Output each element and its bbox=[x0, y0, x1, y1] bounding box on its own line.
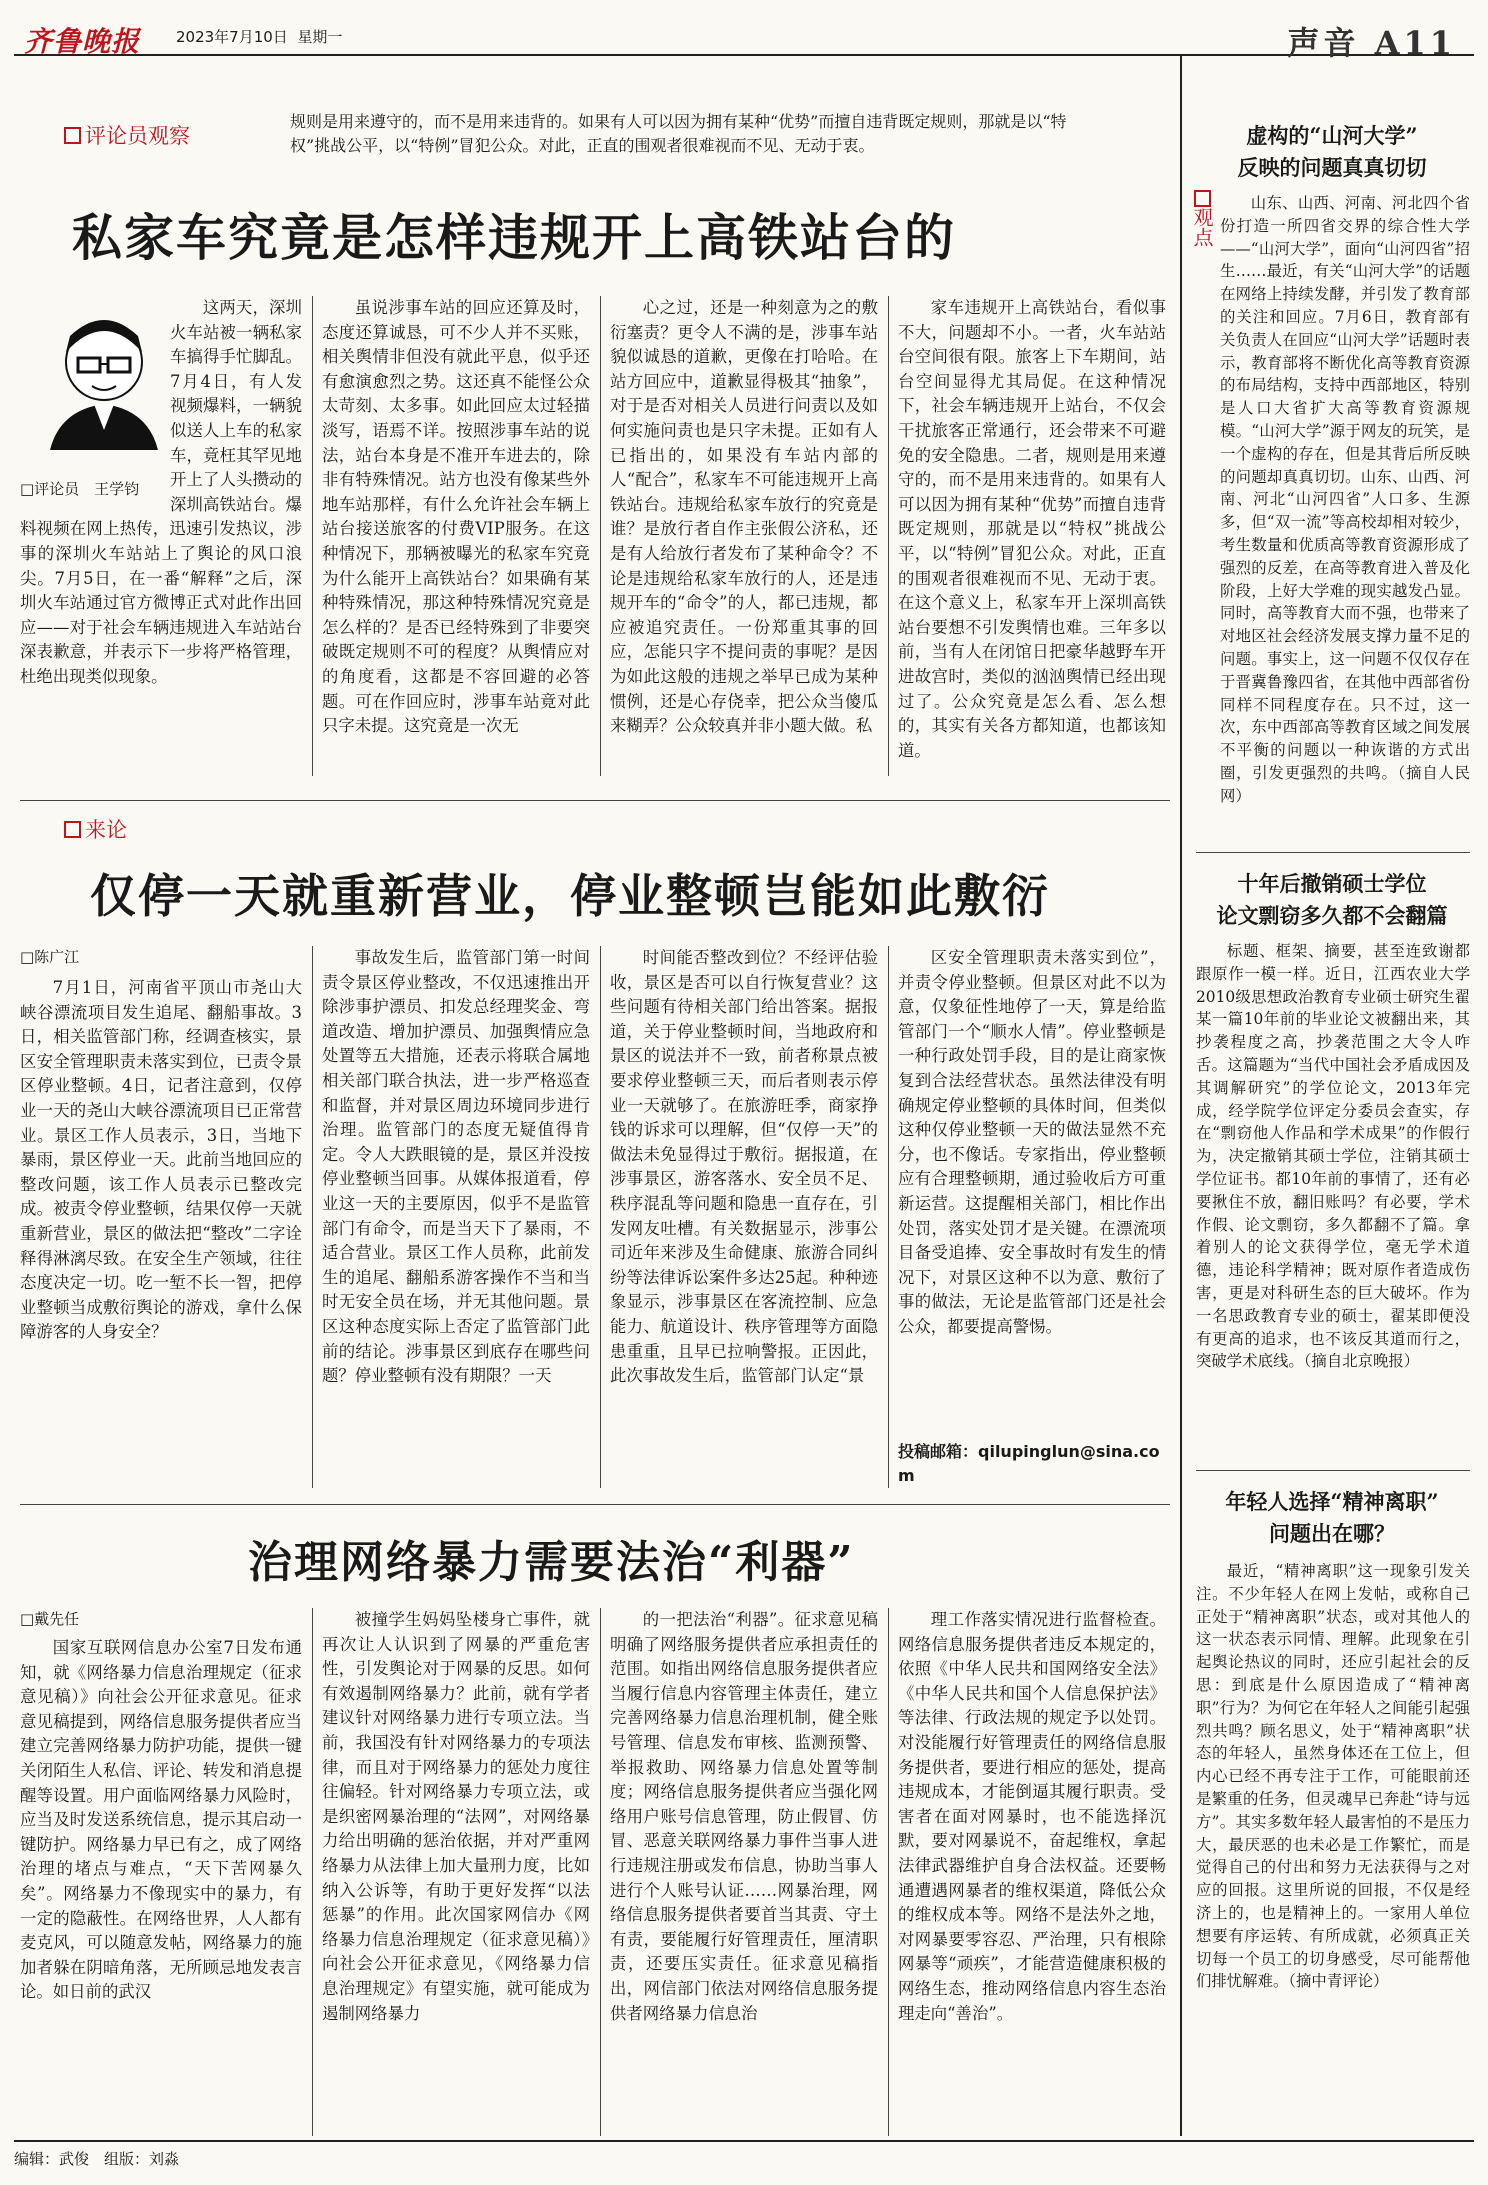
divider bbox=[888, 946, 889, 1488]
article1-col2: 虽说涉事车站的回应还算及时，态度还算诚恳，可不少人并不买账，相关舆情非但没有就此平息，似乎还有愈演愈烈之势。这还真不能怪公众太苛刻、太多事。如此回应太过轻描淡写，语焉不详。按照涉事车站的说法，站台本身是不准开车进去的，除非有特殊情况。站方也没有像某些外地车站那样，有什么允许社会车辆上站台接送旅客的付费VIP服务。在这种情况下，那辆被曝光的私家车究竟为什么能开上高铁站台？如果确有某种特殊情况，那这种特殊情况究竟是怎么样的？是否已经特殊到了非要突破既定规则不可的程度？从舆情应对的角度看，这都是不容回避的必答题。可在作回应时，涉事车站竟对此只字未提。这究竟是一次无 bbox=[322, 298, 590, 736]
divider bbox=[600, 296, 601, 776]
portrait-spacer bbox=[20, 296, 170, 506]
sidebar-label: 观点 bbox=[1188, 190, 1217, 247]
divider bbox=[312, 946, 313, 1488]
divider bbox=[888, 296, 889, 776]
section-name: 声音 bbox=[1287, 24, 1360, 62]
sidebar-divider bbox=[1180, 56, 1182, 2136]
sidebar-rule bbox=[1196, 1470, 1470, 1471]
article2-title: 仅停一天就重新营业，停业整顿岂能如此敷衍 bbox=[90, 869, 1050, 923]
article3-byline: □戴先任 bbox=[20, 1610, 80, 1628]
article3-col2: 被撞学生妈妈坠楼身亡事件，就再次让人认识到了网暴的严重危害性，引发舆论对于网暴的反思。如何有效遏制网络暴力？此前，就有学者建议针对网络暴力进行专项立法。当前，我国没有针对网络暴力的专项法律，而且对于网络暴力的惩处力度往往偏轻。针对网络暴力专项立法，或是织密网暴治理的“法网”，对网络暴力给出明确的惩治依据，并对严重网络暴力从法律上加大量刑力度，比如纳入公诉等，有助于更好发挥“以法惩暴”的作用。此次国家网信办《网络暴力信息治理规定（征求意见稿）》向社会公开征求意见，《网络暴力信息治理规定》有望实施，就可能成为遏制网络暴力 bbox=[322, 1610, 590, 2023]
kicker-commentator: 评论员观察 bbox=[64, 120, 190, 150]
submission-email: 投稿邮箱：qilupinglun@sina.com bbox=[898, 1442, 1160, 1485]
sidebar-item3-title: 年轻人选择“精神离职” 问题出在哪？ bbox=[1225, 1489, 1439, 1546]
article3-col3: 的一把法治“利器”。征求意见稿明确了网络服务提供者应承担责任的范围。如指出网络信息服务提供者应当履行信息内容管理主体责任，建立完善网络暴力信息治理机制，健全账号管理、信息发布审核、监测预警、举报救助、网络暴力信息处置等制度；网络信息服务提供者应当强化网络用户账号信息管理，防止假冒、仿冒、恶意关联网络暴力事件当事人进行违规注册或发布信息，协助当事人进行个人账号认证……网暴治理，网络信息服务提供者要首当其责、守土有责，要能履行好管理责任，厘清职责，还要压实责任。征求意见稿指出，网信部门依法对网络信息服务提供者网络暴力信息治 bbox=[610, 1610, 878, 2023]
article2-col4: 区安全管理职责未落实到位”，并责令停业整顿。但景区对此不以为意，仅象征性地停了一天，算是给监管部门一个“顺水人情”。停业整顿是一种行政处罚手段，目的是让商家恢复到合法经营状态。虽然法律没有明确规定停业整顿的具体时间，但类似这种仅停业整顿一天的做法显然不充分，也不像话。专家指出，停业整顿应有合理整顿期，通过验收后方可重新运营。这提醒相关部门，相比作出处罚，落实处罚才是关键。在漂流项目备受追捧、安全事故时有发生的情况下，对景区这种不以为意、敷衍了事的做法，无论是监管部门还是社会公众，都要提高警惕。 bbox=[898, 948, 1166, 1336]
divider bbox=[312, 1608, 313, 2136]
article1-col3: 心之过，还是一种刻意为之的敷衍塞责？更令人不满的是，涉事车站貌似诚恳的道歉，更像在打哈哈。在站方回应中，道歉显得极其“抽象”，对于是否对相关人员进行问责以及如何实施问责也是只字未提。正如有人已指出的，如果没有车站内部的人“配合”，私家车不可能违规开上高铁站台。违规给私家车放行的究竟是谁？是放行者自作主张假公济私，还是有人给放行者发布了某种命令？不论是违规给私家车放行的人，还是违规开车的“命令”的人，都已违规，都应被追究责任。一份郑重其事的回应，怎能只字不提问责的事呢？是因为如此这般的违规之举早已成为某种惯例，还是心存侥幸，把公众当傻瓜来糊弄？公众较真并非小题大做。私 bbox=[610, 298, 878, 736]
sidebar-item1-title: 虚构的“山河大学” 反映的问题真真切切 bbox=[1237, 123, 1427, 180]
sidebar-item3-text: 最近，“精神离职”这一现象引发关注。不少年轻人在网上发帖，或称自己正处于“精神离职”状态，或对其他人的这一状态表示同情、理解。此现象在引起舆论热议的同时，还应引起社会的反思：到底是什么原因造成了“精神离职”行为？为何它在年轻人之间能引起强烈共鸣？顾名思义，处于“精神离职”状态的年轻人，虽然身体还在工位上，但内心已经不再专注于工作，可能眼前还是繁重的任务，但灵魂早已奔赴“诗与远方”。其实多数年轻人最害怕的不是压力大，最厌恶的也未必是工作繁忙，而是觉得自己的付出和努力无法获得与之对应的回报。这里所说的回报，不仅是经济上的，也是精神上的。一家用人单位想要有序运转、有所成就，必须真正关切每一个员工的切身感受，尽可能帮他们排忧解难。（摘中青评论） bbox=[1196, 1562, 1470, 1991]
divider bbox=[600, 946, 601, 1488]
section-rule bbox=[20, 800, 1170, 801]
article1-byline: □评论员 王学钧 bbox=[20, 480, 140, 498]
section-rule bbox=[20, 1504, 1170, 1505]
article2-col3: 时间能否整改到位？不经评估验收，景区是否可以自行恢复营业？这些问题有待相关部门给出答案。据报道，关于停业整顿时间，当地政府和景区的说法并不一致，前者称景点被要求停业整顿三天，而后者则表示停业一天就够了。在旅游旺季，商家挣钱的诉求可以理解，但“仅停一天”的做法未免显得过于敷衍。据报道，在涉事景区，游客落水、安全员不足、秩序混乱等问题和隐患一直存在，引发网友吐槽。有关数据显示，涉事公司近年来涉及生命健康、旅游合同纠纷等法律诉讼案件多达25起。种种迹象显示，涉事景区在客流控制、应急能力、航道设计、秩序管理等方面隐患重重，且早已拉响警报。正因此，此次事故发生后，监管部门认定“景 bbox=[610, 948, 878, 1386]
divider bbox=[888, 1608, 889, 2136]
kicker-box-icon bbox=[64, 127, 81, 144]
article2-col2: 事故发生后，监管部门第一时间责令景区停业整改，不仅迅速推出开除涉事护漂员、扣发总经理奖金、弯道改造、增加护漂员、加强舆情应急处置等五大措施，还表示将联合属地相关部门联合执法，进一步严格巡查和监督，并对景区周边环境同步进行治理。监管部门的态度无疑值得肯定。令人大跌眼镜的是，景区并没按停业整顿当回事。从媒体报道看，停业这一天的主要原因，似乎不是监管部门有命令，而是当天下了暴雨，不适合营业。景区工作人员称，此前发生的追尾、翻船系游客操作不当和当时无安全员在场，并无其他问题。景区这种态度实际上否定了监管部门此前的结论。涉事景区到底存在哪些问题？停业整顿有没有期限？一天 bbox=[322, 948, 590, 1386]
page-section bbox=[1287, 18, 1456, 64]
footer-editor: 编辑：武俊 组版：刘淼 bbox=[14, 2150, 180, 2168]
footer-rule bbox=[14, 2140, 1474, 2142]
newspaper-logo: 齐鲁晚报 bbox=[24, 25, 141, 58]
kicker-guest: 来论 bbox=[64, 814, 127, 844]
sidebar-item2-title: 十年后撤销硕士学位 论文剽窃多久都不会翻篇 bbox=[1216, 871, 1448, 928]
sidebar-item1-text: 山东、山西、河南、河北四个省份打造一所四省交界的综合性大学——“山河大学”，面向“山河四省”招生……最近，有关“山河大学”的话题在网络上持续发酵，并引发了教育部的关注和回应。7月6日，教育部有关负责人在回应“山河大学”话题时表示，教育部将不断优化高等教育资源的布局结构，支持中西部地区，特别是人口大省扩大高等教育资源规模。“山河大学”源于网友的玩笑，是一个虚构的存在，但是其背后所反映的问题却真真切切。山东、山西、河南、河北“山河四省”人口多、生源多，但“双一流”等高校却相对较少，考生数量和优质高等教育资源形成了强烈的反差，在高等教育进入普及化阶段，上好大学难的现实越发凸显。同时，高等教育大而不强，也带来了对地区社会经济发展支撑力量不足的问题。事实上，这一问题不仅仅存在于晋冀鲁豫四省，在其他中西部省份同样不同程度存在。只不过，这一次，东中西部高等教育区域之间发展不平衡的问题以一种诙谐的方式出圈，引发更强烈的共鸣。（摘自人民网） bbox=[1220, 194, 1470, 805]
article1-title: 私家车究竟是怎样违规开上高铁站台的 bbox=[72, 208, 956, 267]
article2-col1: 7月1日，河南省平顶山市尧山大峡谷漂流项目发生追尾、翻船事故。3日，相关监管部门称，经调查核实，景区安全管理职责未落实到位，已责令景区停业整顿。4日，记者注意到，仅停业一天的尧山大峡谷漂流项目已正常营业。景区工作人员表示，3日，当地下暴雨，景区停业一天。此前当地回应的整改问题，该工作人员表示已整改完成。被责令停业整顿，结果仅停一天就重新营业，景区的做法把“整改”二字诠释得淋漓尽致。在安全生产领域，往往态度决定一切。吃一堑不长一智，把停业整顿当成敷衍舆论的游戏，拿什么保障游客的人身安全？ bbox=[20, 978, 302, 1342]
kicker-box-icon bbox=[64, 821, 81, 838]
article1-col1: 这两天，深圳火车站被一辆私家车搞得手忙脚乱。7月4日，有人发视频爆料，一辆貌似送人上车的私家车，竟枉其罕见地开上了人头攒动的深圳高铁站台。爆料视频在网上热传，迅速引发热议，涉事的深圳火车站站上了舆论的风口浪尖。7月5日，在一番“解释”之后，深圳火车站通过官方微博正式对此作出回应——对于社会车辆违规进入车站站台深表歉意，并表示下一步将严格管理，杜绝出现类似现象。 bbox=[20, 298, 302, 686]
article3-title: 治理网络暴力需要法治“利器” bbox=[248, 1537, 855, 1588]
masthead bbox=[14, 12, 1474, 62]
article1-intro: 规则是用来遵守的，而不是用来违背的。如果有人可以因为拥有某种“优势”而擅自违背既定规则，那就是以“特权”挑战公平，以“特例”冒犯公众。对此，正直的围观者很难视而不见、无动于衷。 bbox=[290, 112, 1067, 155]
divider bbox=[600, 1608, 601, 2136]
article3-col4: 理工作落实情况进行监督检查。网络信息服务提供者违反本规定的，依照《中华人民共和国网络安全法》《中华人民共和国个人信息保护法》等法律、行政法规的规定予以处罚。对没能履行好管理责任的网络信息服务提供者，要进行相应的惩处，提高违规成本，才能倒逼其履行职责。受害者在面对网暴时，也不能选择沉默，要对网暴说不，奋起维权，拿起法律武器维护自身合法权益。还要畅通遭遇网暴者的维权渠道，降低公众的维权成本等。网络不是法外之地，对网暴要零容忍、严治理，只有根除网暴等“顽疾”，才能营造健康积极的网络生态，推动网络信息内容生态治理走向“善治”。 bbox=[898, 1610, 1166, 2023]
issue-date bbox=[176, 26, 342, 47]
sidebar-item2-text: 标题、框架、摘要，甚至连致谢都跟原作一模一样。近日，江西农业大学2010级思想政治教育专业硕士研究生翟某一篇10年前的毕业论文被翻出来，其抄袭程度之高，抄袭范围之大令人咋舌。这篇题为“当代中国社会矛盾成因及其调解研究”的学位论文，2013年完成，经学院学位评定分委员会查实，存在“剽窃他人作品和学术成果”的作假行为，决定撤销其硕士学位，注销其硕士学位证书。都10年前的事情了，还有必要揪住不放，翻旧账吗？有必要，学术作假、论文剽窃，多久都翻不了篇。拿着别人的论文获得学位，毫无学术道德，违论科学精神；既对原作者造成伤害，更是对科研生态的巨大破坏。作为一名思政教育专业的硕士，翟某即便没有更高的追求，也不该反其道而行之，突破学术底线。（摘自北京晚报） bbox=[1196, 942, 1470, 1371]
weekday: 星期一 bbox=[297, 28, 343, 46]
page-number: A11 bbox=[1374, 24, 1456, 62]
divider bbox=[312, 296, 313, 776]
sidebar-rule bbox=[1196, 852, 1470, 853]
article3-col1: 国家互联网信息办公室7日发布通知，就《网络暴力信息治理规定（征求意见稿）》向社会公开征求意见。征求意见稿提到，网络信息服务提供者应当建立完善网络暴力防护功能，提供一键关闭陌生人私信、评论、转发和消息提醒等设置。用户面临网络暴力风险时，应当及时发送系统信息，提示其启动一键防护。网络暴力早已有之，成了网络治理的堵点与难点，“天下苦网暴久矣”。网络暴力不像现实中的暴力，有一定的隐蔽性。在网络世界，人人都有麦克风，可以随意发帖，网络暴力的施加者躲在阴暗角落，无所顾忌地发表言论。如日前的武汉 bbox=[20, 1638, 302, 2002]
article2-byline: □陈广江 bbox=[20, 948, 80, 966]
kicker-box-icon bbox=[1194, 190, 1211, 207]
date: 2023年7月10日 bbox=[176, 28, 288, 46]
article1-col4: 家车违规开上高铁站台，看似事不大，问题却不小。一者，火车站站台空间很有限。旅客上下车期间，站台空间显得尤其局促。在这种情况下，社会车辆违规开上站台，不仅会干扰旅客正常通行，还会带来不可避免的安全隐患。二者，规则是用来遵守的，而不是用来违背的。如果有人可以因为拥有某种“优势”而擅自违背既定规则，那就是以“特权”挑战公平，以“特例”冒犯公众。对此，正直的围观者很难视而不见、无动于衷。在这个意义上，私家车开上深圳高铁站台要想不引发舆情也难。三年多以前，当有人在闭馆日把豪华越野车开进故宫时，类似的汹汹舆情已经出现过了。公众究竟是怎么看、怎么想的，其实有关各方都知道，也都该知道。 bbox=[898, 298, 1166, 760]
